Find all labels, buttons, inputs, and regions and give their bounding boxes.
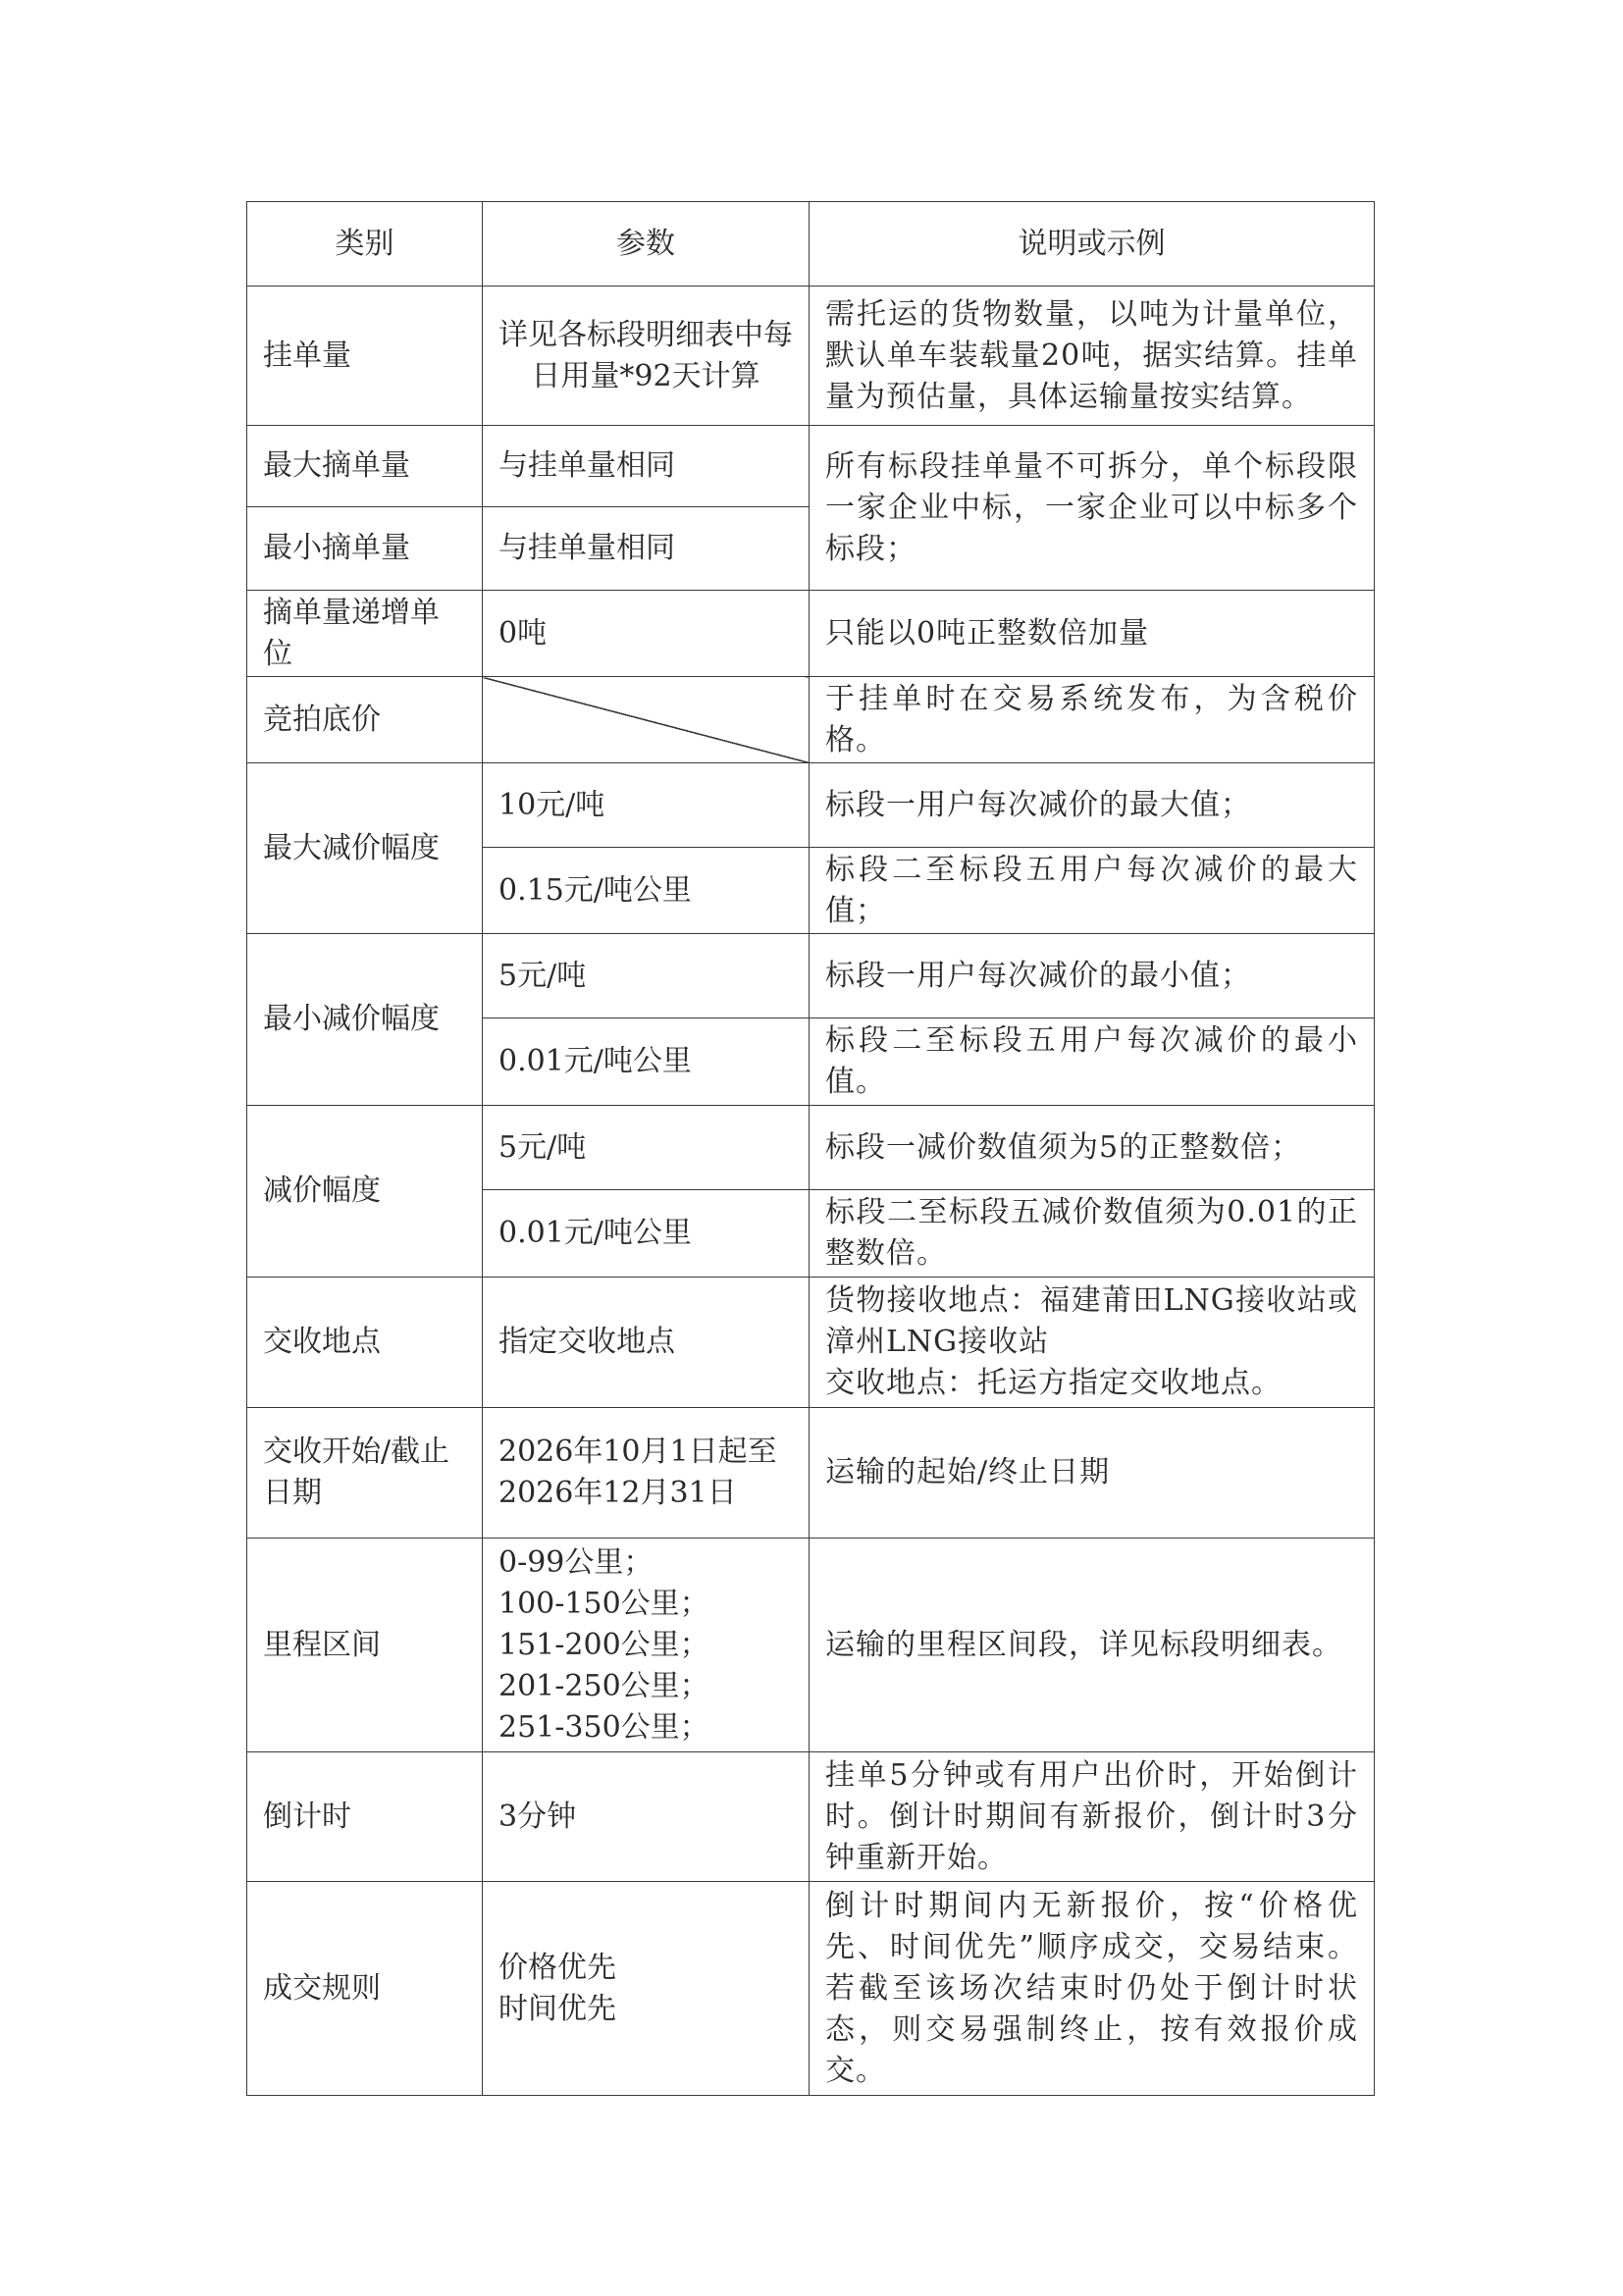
row-category: 里程区间 (247, 1539, 483, 1752)
table-row (247, 1408, 1375, 1539)
diagonal-empty-cell (483, 677, 810, 763)
row-param: 2026年10月1日起至2026年12月31日 (483, 1408, 810, 1539)
row-desc (810, 1278, 1375, 1408)
table-row (247, 1882, 1375, 2096)
desc-line: 货物接收地点：福建莆田LNG接收站或漳州LNG接收站 (825, 1283, 1358, 1359)
row-category: 交收开始/截止日期 (247, 1408, 483, 1539)
row-category: 减价幅度 (247, 1106, 483, 1278)
row-category: 成交规则 (247, 1882, 483, 2096)
row-param: 5元/吨 (483, 1106, 810, 1190)
table-row (247, 934, 1375, 1018)
row-desc: 倒计时期间内无新报价，按“价格优先、时间优先”顺序成交，交易结束。若截至该场次结束时仍处于倒计时状态，则交易强制终止，按有效报价成交。 (810, 1882, 1375, 2096)
row-category: 倒计时 (247, 1752, 483, 1882)
row-desc: 标段二至标段五用户每次减价的最小值。 (810, 1018, 1375, 1106)
row-param: 5元/吨 (483, 934, 810, 1018)
row-desc: 需托运的货物数量，以吨为计量单位，默认单车装载量20吨，据实结算。挂单量为预估量，具体运输量按实结算。 (810, 287, 1375, 426)
row-category: 最小减价幅度 (247, 934, 483, 1106)
row-desc: 标段二至标段五减价数值须为0.01的正整数倍。 (810, 1190, 1375, 1278)
row-param: 与挂单量相同 (483, 426, 810, 507)
row-param: 详见各标段明细表中每日用量*92天计算 (483, 287, 810, 426)
row-desc: 标段一用户每次减价的最大值； (810, 763, 1375, 848)
table-row (247, 426, 1375, 507)
row-category: 交收地点 (247, 1278, 483, 1408)
param-line: 时间优先 (498, 1991, 616, 2026)
row-category: 挂单量 (247, 287, 483, 426)
row-param: 0吨 (483, 591, 810, 677)
row-category: 最小摘单量 (247, 507, 483, 591)
row-desc: 标段一用户每次减价的最小值； (810, 934, 1375, 1018)
row-param: 10元/吨 (483, 763, 810, 848)
row-desc: 运输的里程区间段，详见标段明细表。 (810, 1539, 1375, 1752)
table-row (247, 1106, 1375, 1190)
table-row (247, 591, 1375, 677)
row-category: 竞拍底价 (247, 677, 483, 763)
param-line: 价格优先 (498, 1950, 616, 1985)
header-desc: 说明或示例 (810, 202, 1375, 287)
row-category: 最大摘单量 (247, 426, 483, 507)
header-param: 参数 (483, 202, 810, 287)
row-param (483, 1882, 810, 2096)
row-desc: 标段一减价数值须为5的正整数倍； (810, 1106, 1375, 1190)
row-desc: 挂单5分钟或有用户出价时，开始倒计时。倒计时期间有新报价，倒计时3分钟重新开始。 (810, 1752, 1375, 1882)
table-row (247, 763, 1375, 848)
row-param: 3分钟 (483, 1752, 810, 1882)
row-desc: 所有标段挂单量不可拆分，单个标段限一家企业中标，一家企业可以中标多个标段； (810, 426, 1375, 591)
row-category: 摘单量递增单位 (247, 591, 483, 677)
table-row (247, 677, 1375, 763)
row-desc: 于挂单时在交易系统发布，为含税价格。 (810, 677, 1375, 763)
row-desc: 只能以0吨正整数倍加量 (810, 591, 1375, 677)
row-category: 最大减价幅度 (247, 763, 483, 934)
row-desc: 运输的起始/终止日期 (810, 1408, 1375, 1539)
header-category: 类别 (247, 202, 483, 287)
row-desc: 标段二至标段五用户每次减价的最大值； (810, 848, 1375, 934)
row-param: 指定交收地点 (483, 1278, 810, 1408)
parameter-table (246, 201, 1375, 2096)
table-row (247, 1539, 1375, 1752)
row-param: 0.01元/吨公里 (483, 1190, 810, 1278)
row-param: 0.15元/吨公里 (483, 848, 810, 934)
table-row (247, 287, 1375, 426)
row-param: 0.01元/吨公里 (483, 1018, 810, 1106)
row-param: 0-99公里； 100-150公里； 151-200公里； 201-250公里； 251-350公里； (483, 1539, 810, 1752)
row-param: 与挂单量相同 (483, 507, 810, 591)
table-header-row (247, 202, 1375, 287)
table-row (247, 1752, 1375, 1882)
desc-line: 交收地点：托运方指定交收地点。 (825, 1366, 1282, 1400)
table-row (247, 1278, 1375, 1408)
